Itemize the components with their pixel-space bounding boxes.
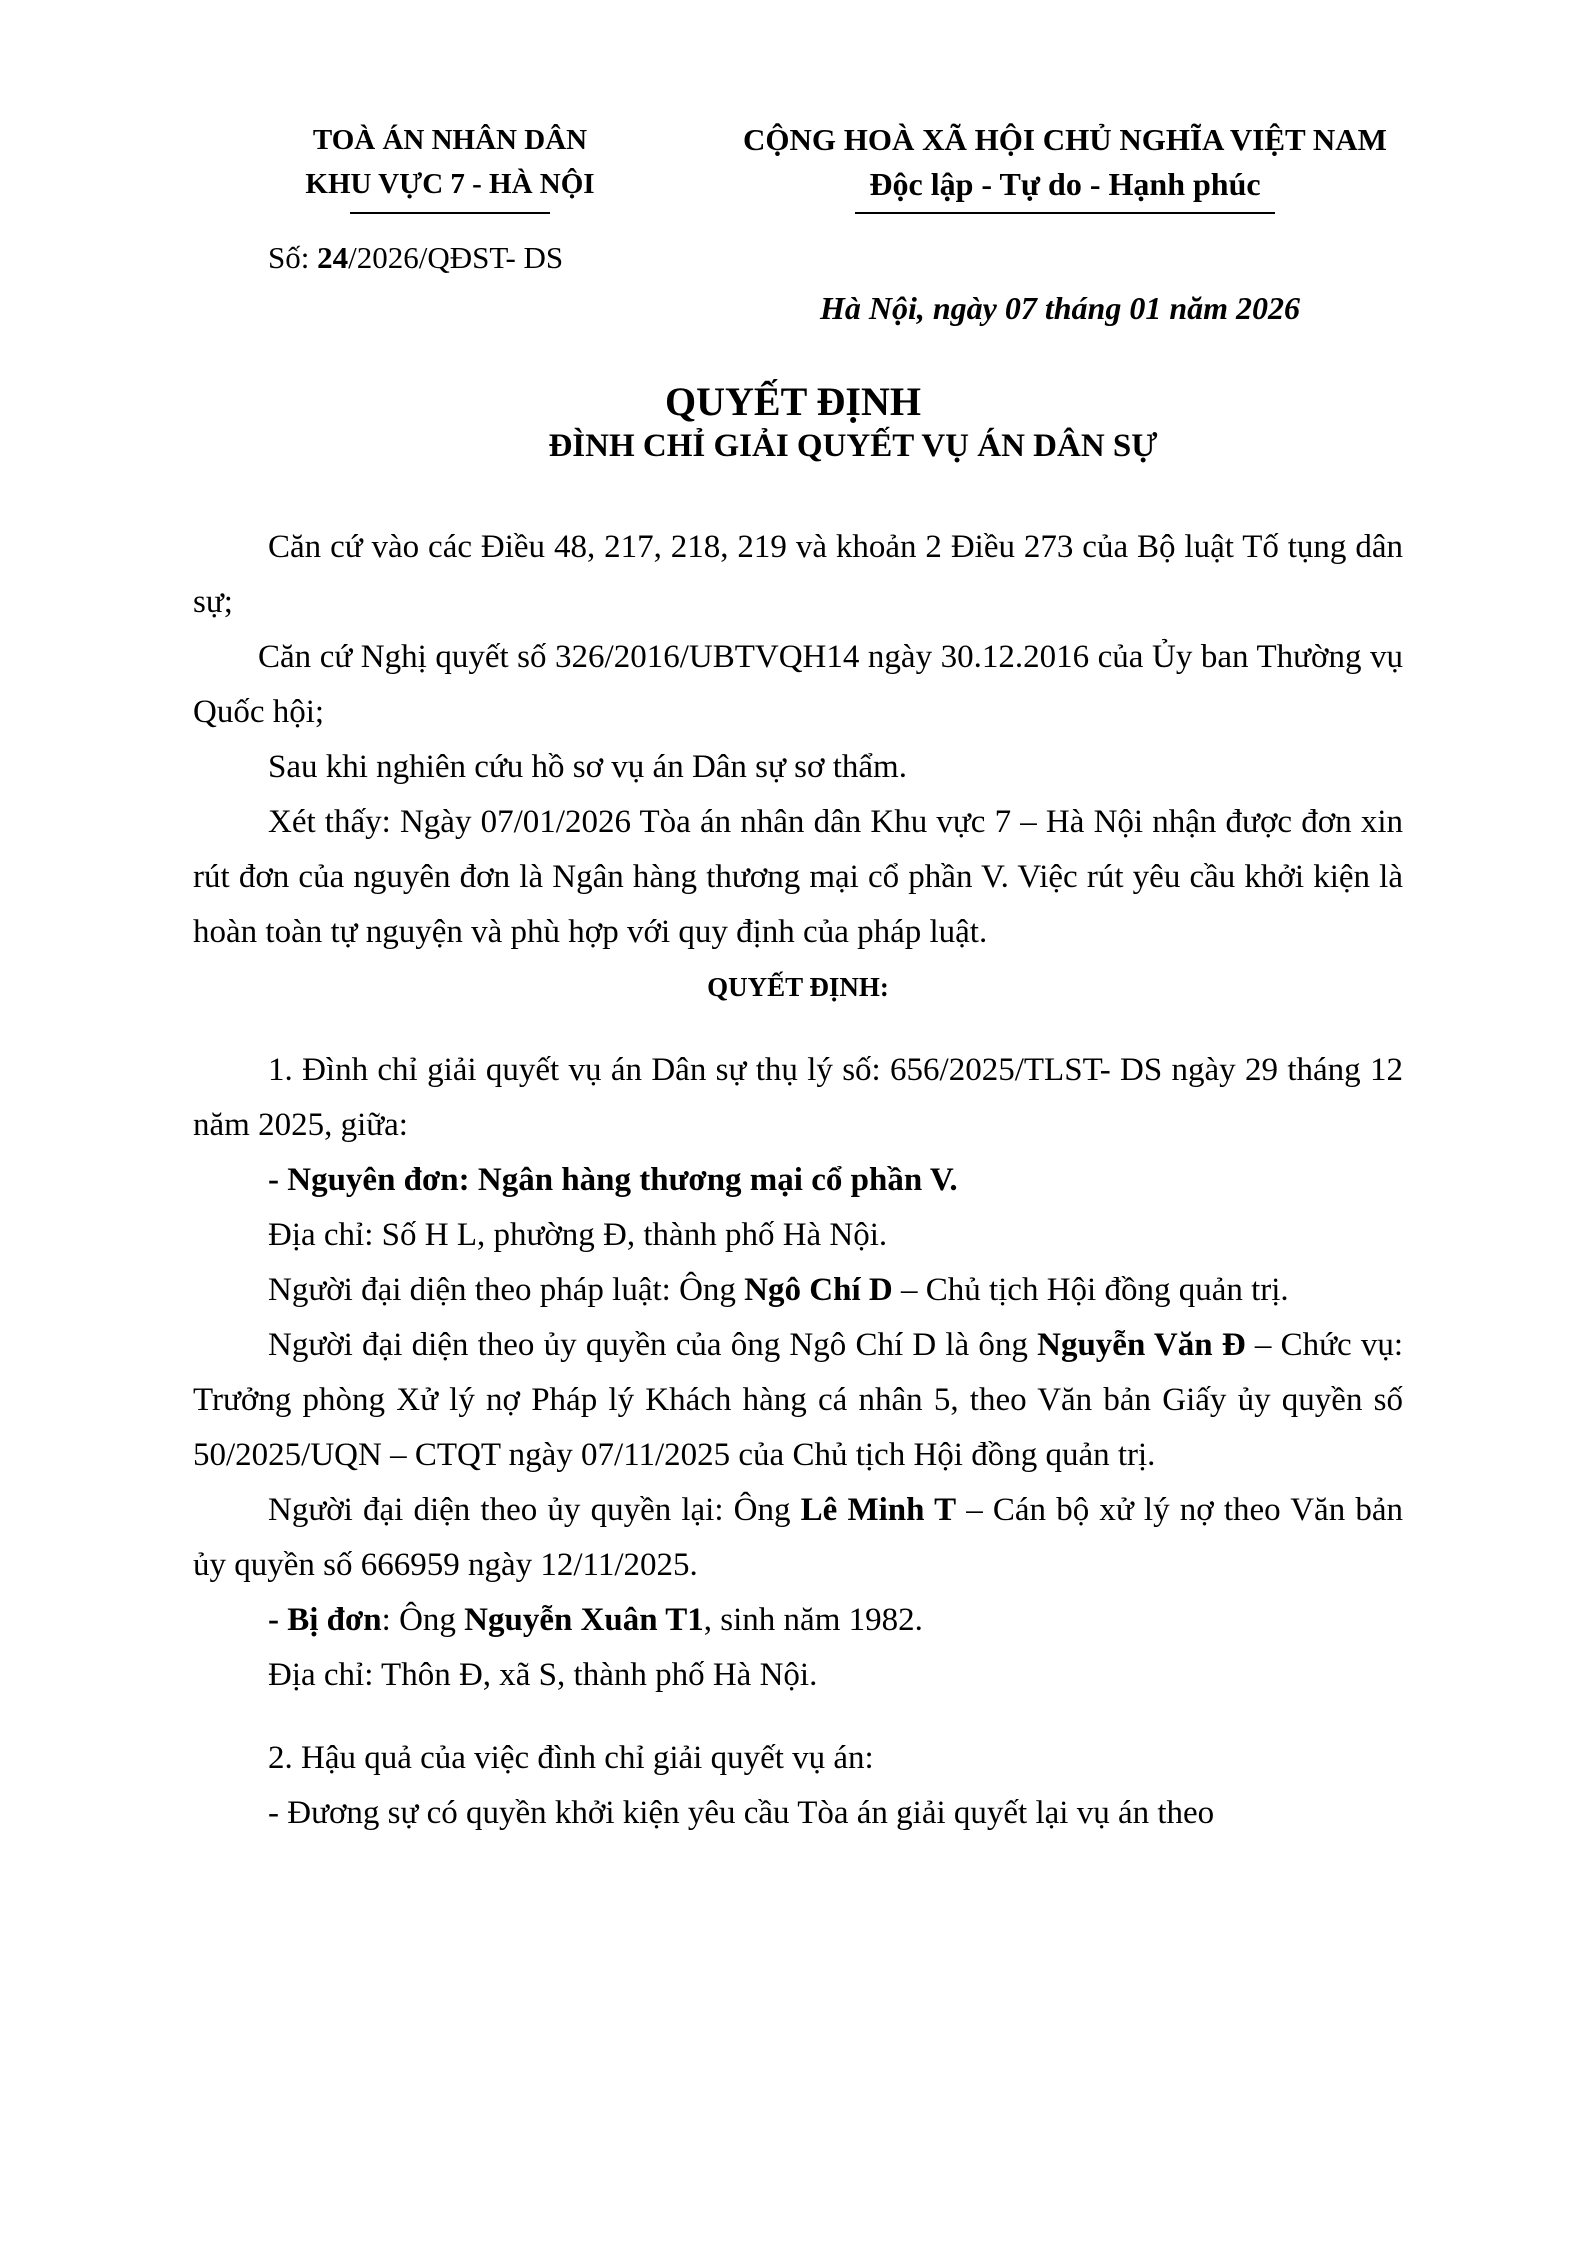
- defendant: [193, 1593, 1403, 1648]
- plaintiff-label: [193, 1153, 1403, 1208]
- auth-rep-prefix: Người đại diện theo ủy quyền của ông Ngô Chí D là ông: [268, 1327, 1038, 1363]
- legal-rep-suffix: – Chủ tịch Hội đồng quản trị.: [892, 1272, 1289, 1308]
- document-number-value: 24: [317, 240, 349, 275]
- spacer: [193, 1015, 1403, 1043]
- sub-rep-suffix: – Cán bộ xử lý nợ theo Văn bản ủy quyền số 666959 ngày 12/11/2025.: [193, 1492, 1403, 1583]
- court-region: KHU VỰC 7 - HÀ NỘI: [305, 168, 595, 200]
- defendant-suffix: , sinh năm 1982.: [703, 1602, 923, 1638]
- national-header: [710, 118, 1420, 214]
- legal-rep-name: Ngô Chí D: [744, 1272, 893, 1308]
- national-motto: Độc lập - Tự do - Hạnh phúc: [869, 166, 1261, 202]
- defendant-mid: : Ông: [381, 1602, 465, 1638]
- document-number-prefix: Số:: [268, 240, 318, 275]
- legal-rep-prefix: Người đại diện theo pháp luật: Ông: [268, 1272, 745, 1308]
- preamble-paragraph: Căn cứ vào các Điều 48, 217, 218, 219 và khoản 2 Điều 273 của Bộ luật Tố tụng dân sự;: [193, 529, 1403, 620]
- court-name: TOÀ ÁN NHÂN DÂN: [312, 124, 588, 156]
- document-subtitle: ĐÌNH CHỈ GIẢI QUYẾT VỤ ÁN DÂN SỰ: [548, 428, 1158, 464]
- section2-intro: 2. Hậu quả của việc đình chỉ giải quyết vụ án:: [268, 1740, 874, 1776]
- sub-rep-name: Lê Minh T: [800, 1492, 957, 1528]
- defendant-address: Địa chỉ: Thôn Đ, xã S, thành phố Hà Nội.: [268, 1657, 818, 1693]
- header-left-divider: [350, 212, 550, 214]
- preamble-paragraph: Xét thấy: Ngày 07/01/2026 Tòa án nhân dân Khu vực 7 – Hà Nội nhận được đơn xin rút đơn của nguyên đơn là Ngân hàng thương mại cổ phần V. Việc rút yêu cầu khởi kiện là hoàn toàn tự nguyện và phù hợp với quy định của pháp luật.: [193, 804, 1403, 950]
- spacer: [193, 1703, 1403, 1731]
- sub-rep-prefix: Người đại diện theo ủy quyền lại: Ông: [268, 1492, 801, 1528]
- preamble-paragraph: Sau khi nghiên cứu hồ sơ vụ án Dân sự sơ thẩm.: [268, 749, 907, 785]
- decision-heading: QUYẾT ĐỊNH:: [707, 972, 889, 1002]
- document-date: Hà Nội, ngày 07 tháng 01 năm 2026: [819, 290, 1301, 326]
- country-name: CỘNG HOÀ XÃ HỘI CHỦ NGHĨA VIỆT NAM: [743, 122, 1387, 157]
- document-body: [193, 520, 1403, 1841]
- authorized-representative: [193, 1318, 1403, 1483]
- auth-rep-name: Nguyễn Văn Đ: [1037, 1327, 1246, 1363]
- section1-intro: 1. Đình chỉ giải quyết vụ án Dân sự thụ lý số: 656/2025/TLST- DS ngày 29 tháng 12 năm 2025, giữa:: [193, 1052, 1403, 1143]
- section2-line: - Đương sự có quyền khởi kiện yêu cầu Tòa án giải quyết lại vụ án theo: [268, 1795, 1215, 1831]
- legal-representative: [193, 1263, 1403, 1318]
- court-header: [250, 118, 650, 214]
- sub-authorized-representative: [193, 1483, 1403, 1593]
- preamble-paragraph: Căn cứ Nghị quyết số 326/2016/UBTVQH14 ngày 30.12.2016 của Ủy ban Thường vụ Quốc hội;: [193, 639, 1403, 730]
- plaintiff-address: Địa chỉ: Số H L, phường Đ, thành phố Hà Nội.: [268, 1217, 888, 1253]
- defendant-label: - Bị đơn: [268, 1602, 382, 1638]
- auth-rep-suffix: – Chức vụ: Trưởng phòng Xử lý nợ Pháp lý Khách hàng cá nhân 5, theo Văn bản Giấy ủy quyền số 50/2025/UQN – CTQT ngày 07/11/2025 của Chủ tịch Hội đồng quản trị.: [193, 1327, 1403, 1473]
- plaintiff-name: - Nguyên đơn: Ngân hàng thương mại cổ phần V.: [268, 1162, 958, 1198]
- document-title: QUYẾT ĐỊNH: [665, 379, 921, 424]
- defendant-name: Nguyễn Xuân T1: [464, 1602, 704, 1638]
- document-number-suffix: /2026/QĐST- DS: [348, 240, 564, 275]
- document-number: [268, 240, 563, 276]
- header-right-divider: [855, 212, 1275, 214]
